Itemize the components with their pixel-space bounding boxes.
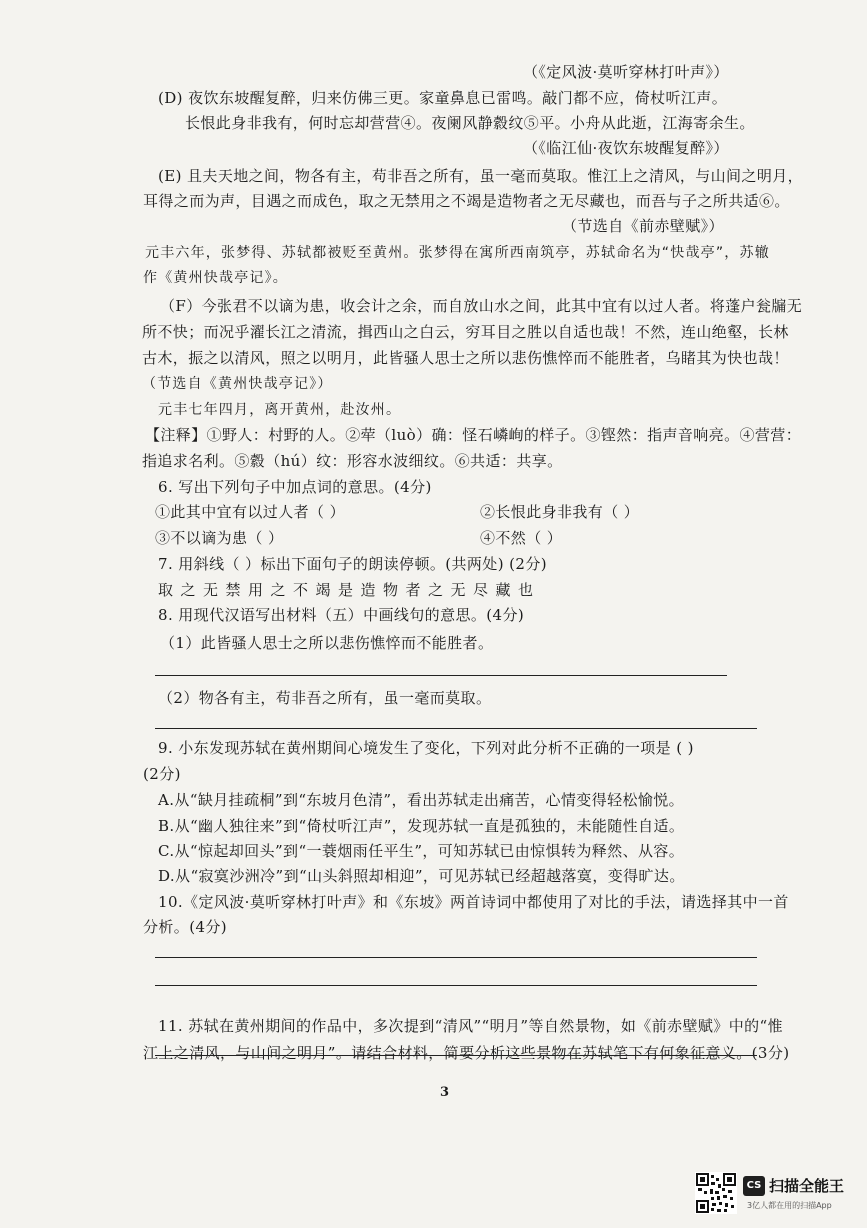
option-b: B.从“幽人独往来”到“倚杖听江声”，发现苏轼一直是孤独的，未能随性自适。 (158, 817, 685, 835)
option-d: D.从“寂寞沙洲冷”到“山头斜照却相迎”，可见苏轼已经超越落寞，变得旷达。 (158, 867, 685, 885)
answer-line (155, 957, 757, 958)
option-a: A.从“缺月挂疏桐”到“东坡月色清”，看出苏轼走出痛苦，心情变得轻松愉悦。 (158, 791, 685, 809)
source-linjiangxian: （《临江仙·夜饮东坡醒复醉》） (523, 139, 729, 157)
passage-f-line2: 所不快；而况乎濯长江之清流，揖西山之白云，穷耳目之胜以自适也哉！不然，连山绝壑，长林 (142, 323, 789, 341)
question-9: 9. 小东发现苏轼在黄州期间心境发生了变化，下列对此分析不正确的一项是 ( ) (158, 739, 694, 757)
question-8: 8. 用现代汉语写出材料（五）中画线句的意思。(4分) (158, 606, 525, 624)
source-kuaizaiting: （节选自《黄州快哉亭记》） (142, 376, 333, 392)
question-11: 11. 苏轼在黄州期间的作品中，多次提到“清风”“明月”等自然景物，如《前赤壁赋》中的“惟 (158, 1017, 783, 1035)
scanner-tagline: 3亿人都在用的扫描App (747, 1201, 832, 1210)
question-11-line2: 江上之清风，与山间之明月”。请结合材料，简要分析这些景物在苏轼笔下有何象征意义。(3分) (143, 1044, 790, 1062)
answer-line (155, 985, 757, 986)
passage-e-line2: 耳得之而为声，目遇之而成色，取之无禁用之不竭是造物者之无尽藏也，而吾与子之所共适⑥。 (143, 192, 790, 210)
answer-line (155, 1055, 757, 1056)
page-number: 3 (440, 1085, 450, 1100)
notes-line1: 【注释】①野人：村野的人。②荦（luò）确：怪石嶙峋的样子。③铿然：指声音响亮。④营营： (145, 426, 802, 444)
scanner-brand-name: 扫描全能王 (769, 1177, 845, 1195)
question-6-item3: ③不以谪为患（ ） (155, 529, 284, 547)
context-line1: 元丰六年，张梦得、苏轼都被贬至黄州。张梦得在寓所西南筑亭，苏轼命名为“快哉亭”，苏辙 (145, 245, 770, 261)
notes-line2: 指追求名利。⑤縠（hú）纹：形容水波细纹。⑥共适：共享。 (142, 452, 563, 470)
passage-d-line2: 长恨此身非我有，何时忘却营营④。夜阑风静縠纹⑤平。小舟从此逝，江海寄余生。 (185, 114, 755, 132)
camscanner-logo-icon: CS (743, 1176, 765, 1196)
question-6: 6. 写出下列句子中加点词的意思。(4分) (158, 478, 432, 496)
scanner-watermark (695, 1172, 860, 1218)
question-10: 10.《定风波·莫听穿林打叶声》和《东坡》两首诗词中都使用了对比的手法，请选择其中一首 (158, 893, 789, 911)
question-8-part1: （1）此皆骚人思士之所以悲伤憔悴而不能胜者。 (160, 634, 494, 652)
source-chibifu: （节选自《前赤壁赋》） (562, 217, 724, 235)
context-line3: 元丰七年四月，离开黄州，赴汝州。 (158, 402, 402, 418)
question-7-sentence: 取之无禁用之不竭是造物者之无尽藏也 (158, 581, 541, 599)
question-7: 7. 用斜线（ ）标出下面句子的朗读停顿。(共两处) (2分) (158, 555, 547, 573)
answer-line (155, 675, 727, 676)
question-10-score: 分析。(4分) (143, 918, 228, 936)
qr-code-icon (695, 1172, 737, 1214)
question-6-item1: ①此其中宜有以过人者（ ） (155, 503, 345, 521)
answer-line (155, 728, 757, 729)
passage-d-line1: (D) 夜饮东坡醒复醉，归来仿佛三更。家童鼻息已雷鸣。敲门都不应，倚杖听江声。 (158, 89, 728, 107)
passage-f-line1: （F）今张君不以谪为患，收会计之余，而自放山水之间，此其中宜有以过人者。将蓬户瓮牖无 (160, 297, 803, 315)
question-9-score: (2分) (143, 765, 181, 783)
question-6-item4: ④不然（ ） (480, 529, 563, 547)
passage-e-line1: (E) 且夫天地之间，物各有主，苟非吾之所有，虽一毫而莫取。惟江上之清风，与山间之明月， (158, 167, 804, 185)
source-dingfengbo: （《定风波·莫听穿林打叶声》） (523, 63, 729, 81)
passage-f-line3: 古木，振之以清风，照之以明月，此皆骚人思士之所以悲伤憔悴而不能胜者，乌睹其为快也哉！ (142, 349, 789, 367)
question-8-part2: （2）物各有主，苟非吾之所有，虽一毫而莫取。 (158, 689, 492, 707)
context-line2: 作《黄州快哉亭记》。 (143, 270, 288, 286)
option-c: C.从“惊起却回头”到“一蓑烟雨任平生”，可知苏轼已由惊惧转为释然、从容。 (158, 842, 685, 860)
question-6-item2: ②长恨此身非我有（ ） (480, 503, 640, 521)
